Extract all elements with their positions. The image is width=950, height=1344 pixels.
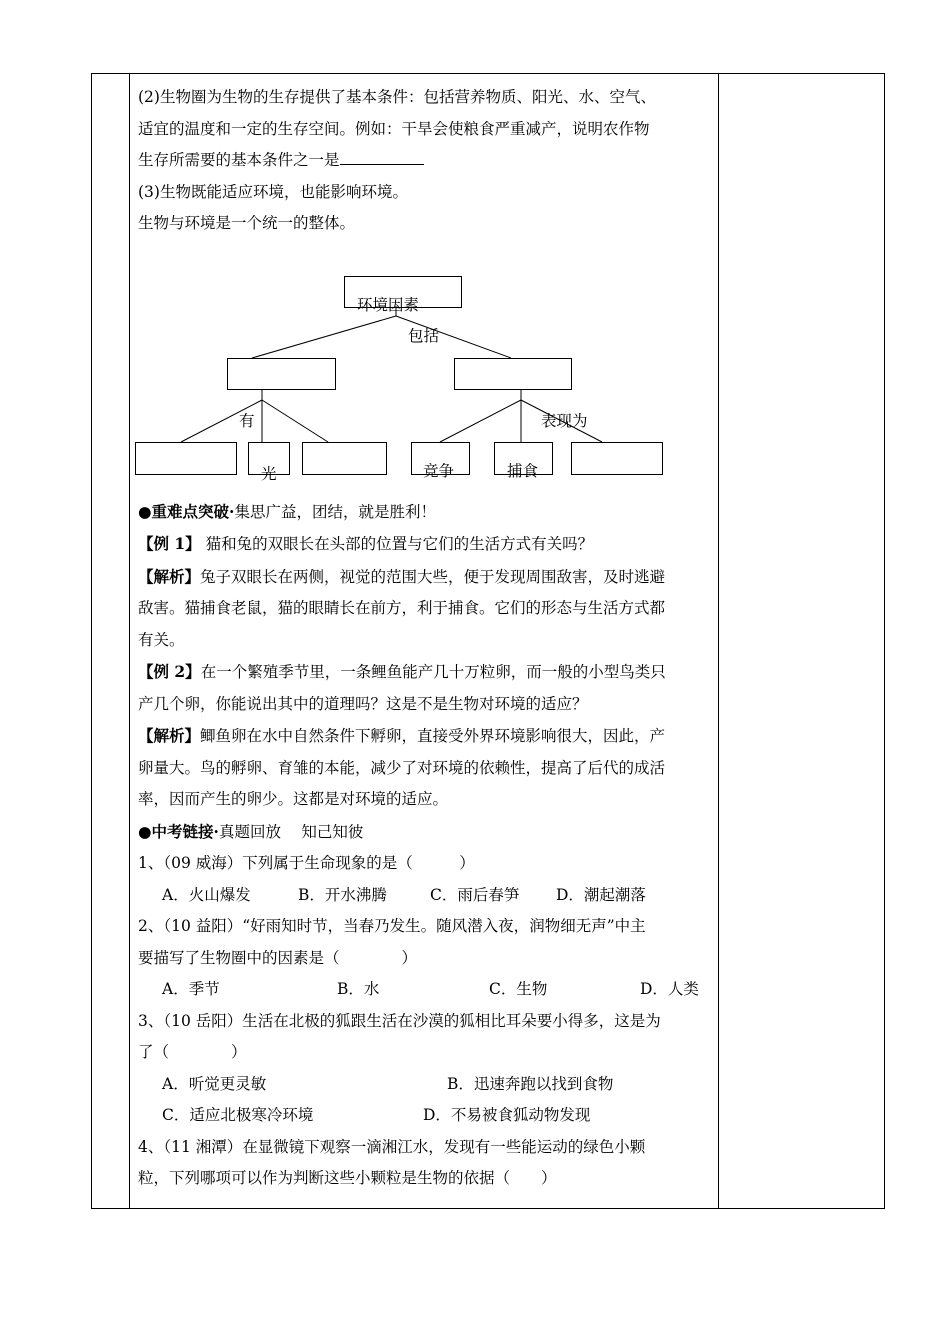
analysis-label: 【解析】 <box>138 566 201 586</box>
q2-option-b[interactable]: B．水 <box>337 980 380 998</box>
root-label: 环境因素 <box>357 295 420 314</box>
exam-section-heading <box>138 816 708 849</box>
question-3-options-row-2 <box>138 1100 708 1132</box>
q1-option-d[interactable]: D．潮起潮落 <box>556 885 646 904</box>
table-top-border <box>91 73 884 74</box>
example-2-question-line-2: 产几个卵，你能说出其中的道理吗？这是不是生物对环境的适应？ <box>138 694 588 713</box>
q1-option-a[interactable]: A．火山爆发 <box>162 885 251 904</box>
example-1-analysis-line-3: 有关。 <box>138 630 185 649</box>
example-2-label: 【例 2】 <box>138 662 201 681</box>
answer-blank[interactable] <box>340 149 424 165</box>
question-2-stem-line-2: 要描写了生物圈中的因素是（ ） <box>138 948 418 967</box>
example-1-analysis-line-1 <box>138 561 708 594</box>
example-2-analysis-line-3: 率，因而产生的卵少。这都是对环境的适应。 <box>138 790 449 808</box>
table-column-divider-2 <box>718 73 719 1209</box>
question-1-options <box>138 880 708 912</box>
q3-option-d[interactable]: D．不易被食狐动物发现 <box>423 1106 591 1124</box>
key-section-slogan: 集思广益，团结，就是胜利！ <box>234 502 436 521</box>
bullet-icon: ● <box>138 501 152 521</box>
intro-line-1: (2)生物圈为生物的生存提供了基本条件：包括营养物质、阳光、水、空气、 <box>138 88 656 106</box>
q2-option-a[interactable]: A．季节 <box>162 980 220 998</box>
table-bottom-border <box>91 1208 884 1209</box>
table-right-border <box>884 73 885 1209</box>
table-column-divider-1 <box>129 73 130 1209</box>
question-4-stem-line-1: 4、（11 湘潭）在显微镜下观察一滴湘江水，发现有一些能运动的绿色小颗 <box>138 1137 646 1156</box>
intro-line-5: 生物与环境是一个统一的整体。 <box>138 214 356 232</box>
question-3-stem-line-2: 了（ ） <box>138 1043 247 1061</box>
example-1-label: 【例 1】 <box>138 534 201 553</box>
example-2-analysis-line-2: 卵量大。鸟的孵卵、育雏的本能，减少了对环境的依赖性，提高了后代的成活 <box>138 758 666 777</box>
table-left-border <box>91 73 92 1209</box>
example-2-analysis-line-1 <box>138 720 708 753</box>
environment-factor-diagram <box>138 250 708 530</box>
example-2-question-text-1: 在一个繁殖季节里，一条鲤鱼能产几十万粒卵，而一般的小型鸟类只 <box>200 663 666 681</box>
q3-option-a[interactable]: A．听觉更灵敏 <box>162 1074 267 1093</box>
left-category-box[interactable] <box>227 358 336 390</box>
q3-option-c[interactable]: C．适应北极寒冷环境 <box>162 1106 314 1124</box>
question-2-options <box>138 974 708 1006</box>
q3-option-b[interactable]: B．迅速奔跑以找到食物 <box>447 1074 614 1093</box>
leaf-box-1[interactable] <box>135 442 237 475</box>
key-section-title: 重难点突破 <box>151 501 230 521</box>
analysis-label: 【解析】 <box>138 726 201 745</box>
key-points-block <box>138 496 708 1195</box>
right-shows-label: 表现为 <box>541 411 588 430</box>
intro-line-4: (3)生物既能适应环境，也能影响环境。 <box>138 182 408 201</box>
main-content <box>138 82 708 1195</box>
question-2-stem-line-1: 2、（10 益阳）“好雨知时节，当春乃发生。随风潜入夜，润物细无声”中主 <box>138 917 646 935</box>
question-3-options-row-1 <box>138 1069 708 1101</box>
leaf-prey-label: 捕食 <box>507 461 539 480</box>
example-1-analysis-line-2: 敌害。猫捕食老鼠，猫的眼睛长在前方，利于捕食。它们的形态与生活方式都 <box>138 599 666 617</box>
intro-line-2: 适宜的温度和一定的生存空间。例如：干旱会使粮食严重减产，说明农作物 <box>138 119 650 138</box>
leaf-light-label: 光 <box>261 464 277 483</box>
example-2-question-line-1 <box>138 656 708 689</box>
bullet-icon: ● <box>138 821 152 841</box>
include-label: 包括 <box>408 326 440 345</box>
q1-option-b[interactable]: B．开水沸腾 <box>298 885 387 904</box>
question-1-stem: 1、（09 威海）下列属于生命现象的是（ ） <box>138 854 475 872</box>
leaf-box-3[interactable] <box>302 442 387 475</box>
dot-separator: · <box>229 501 235 521</box>
question-3-stem-line-1: 3、（10 岳阳）生活在北极的狐跟生活在沙漠的狐相比耳朵要小得多，这是为 <box>138 1011 661 1030</box>
example-1-question-text: 猫和兔的双眼长在头部的位置与它们的生活方式有关吗？ <box>205 535 594 553</box>
exam-section-title: 中考链接 <box>151 821 214 841</box>
example-2-analysis-text-1: 鲫鱼卵在水中自然条件下孵卵，直接受外界环境影响很大，因此，产 <box>200 727 666 745</box>
q2-option-d[interactable]: D．人类 <box>640 980 699 998</box>
leaf-box-6[interactable] <box>571 442 663 475</box>
right-category-box[interactable] <box>454 358 572 390</box>
example-1-question <box>138 528 708 561</box>
leaf-compete-label: 竞争 <box>423 461 455 480</box>
q2-option-c[interactable]: C．生物 <box>489 980 548 998</box>
example-1-analysis-text-1: 兔子双眼长在两侧，视觉的范围大些，便于发现周围敌害，及时逃避 <box>200 567 666 586</box>
intro-line-3-text: 生存所需要的基本条件之一是 <box>138 151 340 169</box>
q1-option-c[interactable]: C．雨后春笋 <box>430 885 520 904</box>
dot-separator: · <box>213 821 219 841</box>
left-has-label: 有 <box>239 411 255 430</box>
exam-section-slogan: 真题回放 知己知彼 <box>218 822 364 841</box>
intro-line-3 <box>138 145 708 177</box>
question-4-stem-line-2: 粒，下列哪项可以作为判断这些小颗粒是生物的依据（ ） <box>138 1169 557 1187</box>
